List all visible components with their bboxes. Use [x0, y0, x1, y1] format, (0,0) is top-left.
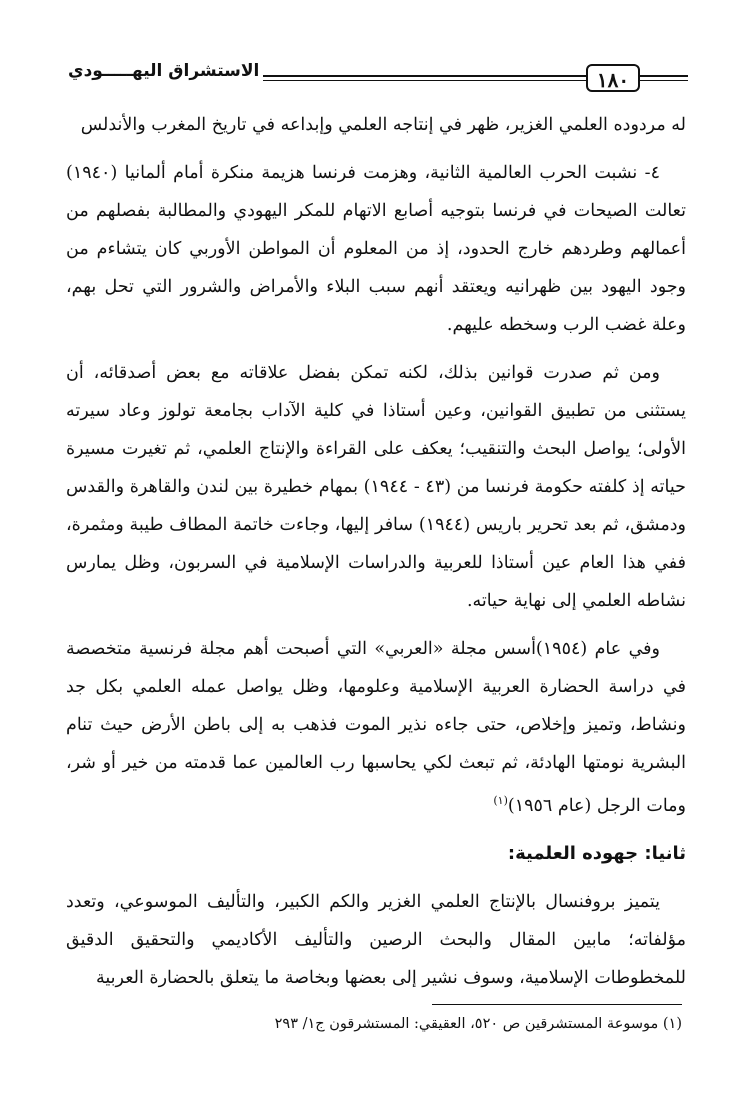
footnote-reference: (١)	[493, 794, 508, 807]
paragraph: ومن ثم صدرت قوانين بذلك، لكنه تمكن بفضل علاقاته مع بعض أصدقائه، أن يستثنى من تطبيق القوانين، وعين أستاذا في كلية الآداب بجامعة تولوز وعاد سيرته الأولى؛ يواصل البحث والتنقيب؛ يعكف على القراءة والإنتاج العلمي، ثم تغيرت مسيرة حياته إذ كلفته حكومة فرنسا من (٤٣ - ١٩٤٤) بمهام خطيرة بين لندن والقاهرة والقدس ودمشق، ثم بعد تحرير باريس (١٩٤٤) سافر إليها، وجاءت خاتمة المطاف طيبة ومثمرة، ففي هذا العام عين أستاذا للعربية والدراسات الإسلامية في السربون، وظل يمارس نشاطه العلمي إلى نهاية حياته.	[66, 363, 686, 611]
running-title: الاستشراق اليهـــــودي	[64, 60, 263, 82]
paragraph: يتميز بروفنسال بالإنتاج العلمي الغزير والكم الكبير، والتأليف الموسوعي، وتعدد مؤلفاته؛ مابين المقال والبحث الرصين والتأليف الأكاديمي والتحقيق الدقيق للمخطوطات الإسلامية، وسوف نشير إلى بعضها وبخاصة ما يتعلق بالحضارة العربية	[66, 891, 686, 988]
paragraph-text: وفي عام (١٩٥٤)أسس مجلة «العربي» التي أصبحت أهم مجلة فرنسية متخصصة في دراسة الحضارة العربية الإسلامية وعلومها، وظل يواصل عمله العلمي بكل جد ونشاط، وتميز وإخلاص، حتى جاءه نذير الموت فذهب به إلى باطن الأرض حيث تنام البشرية نومتها الهادئة، ثم تبعث لكي يحاسبها رب العالمين عما قدمته من خير أو شر، ومات الرجل (عام ١٩٥٦)	[66, 639, 686, 816]
paragraph: له مردوده العلمي الغزير، ظهر في إنتاجه العلمي وإبداعه في تاريخ المغرب والأندلس	[80, 115, 686, 135]
footnote: (١) موسوعة المستشرقين ص ٥٢٠، العقيقي: المستشرقون ج١/ ٢٩٣	[274, 1016, 682, 1032]
running-header	[64, 60, 688, 96]
paragraph	[66, 630, 686, 825]
section-heading: ثانيا: جهوده العلمية:	[507, 842, 686, 864]
main-text	[66, 106, 686, 1007]
paragraph: ٤- نشبت الحرب العالمية الثانية، وهزمت فرنسا هزيمة منكرة أمام ألمانيا (١٩٤٠) تعالت الصيحات في فرنسا بتوجيه أصابع الاتهام للمكر اليهودي والمطالبة بفصلهم من أعمالهم وطردهم خارج الحدود، إذ من المعلوم أن المواطن الأوربي كان يتشاءم من وجود اليهود بين ظهرانيه ويعتقد أنهم سبب البلاء والأمراض والشرور التي تحل بهم، وعلة غضب الرب وسخطه عليهم.	[66, 163, 686, 335]
page-number: ١٨٠	[586, 64, 640, 92]
footnote-divider	[432, 1004, 682, 1005]
header-rule	[638, 75, 688, 81]
